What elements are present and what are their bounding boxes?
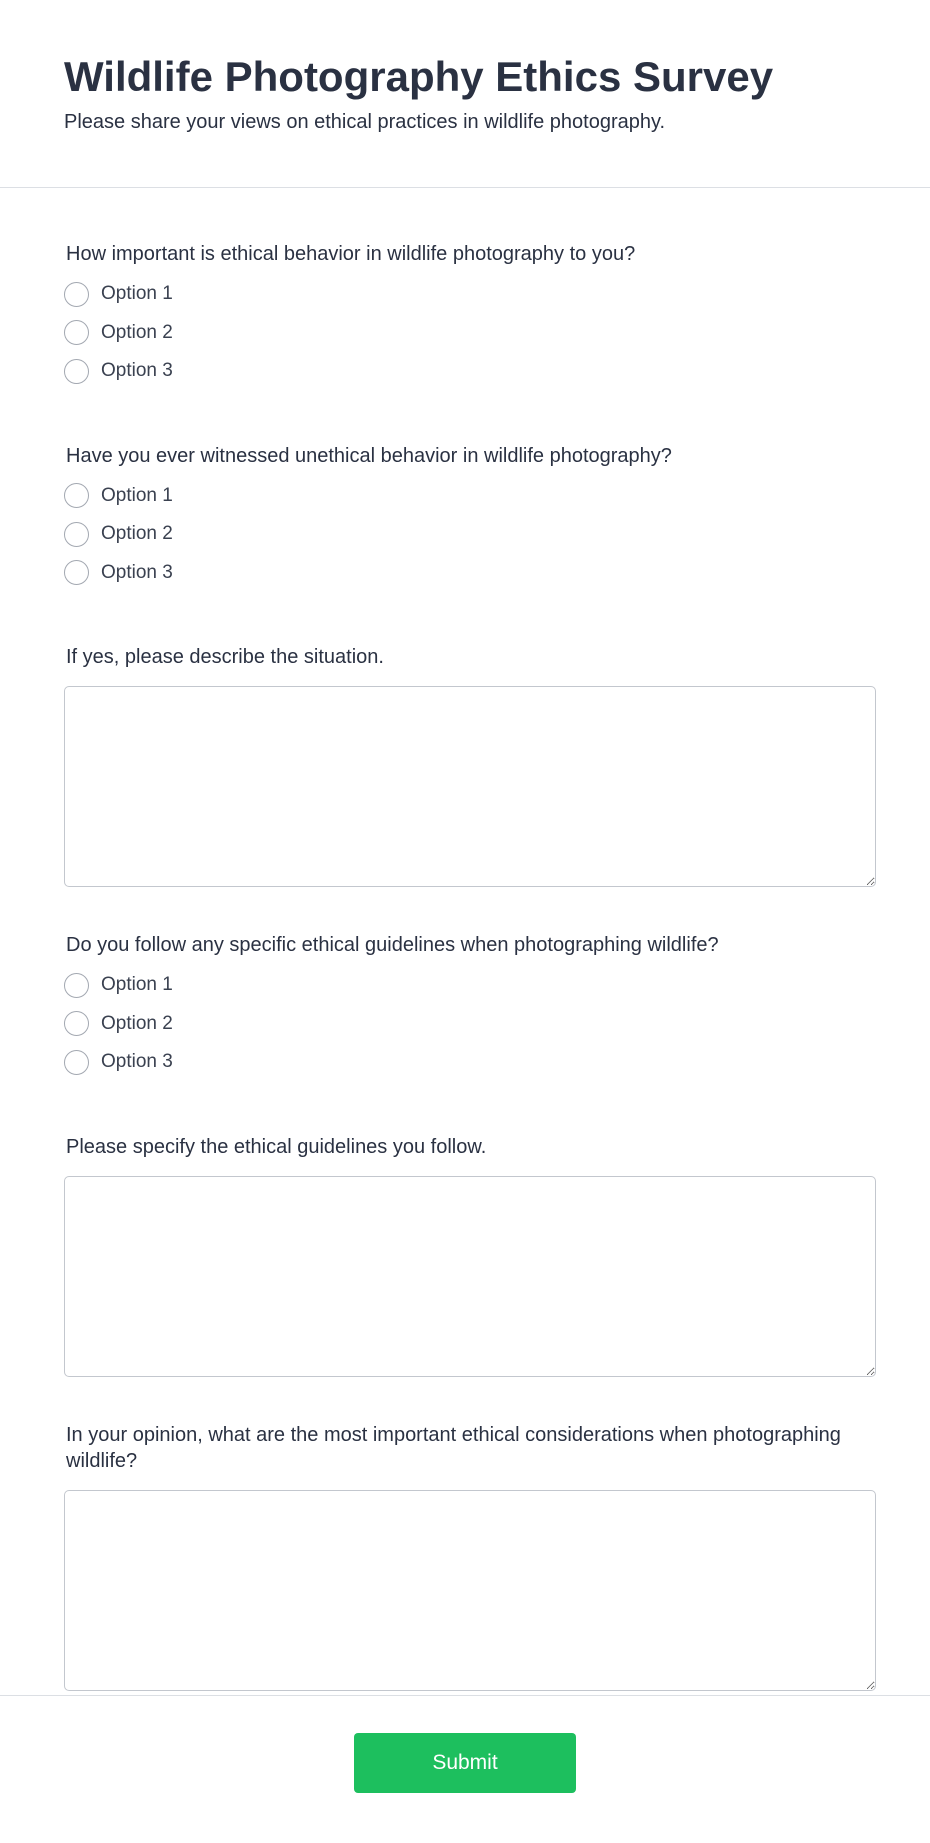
survey-form bbox=[0, 188, 930, 1696]
radio-option[interactable] bbox=[64, 554, 876, 593]
radio-button[interactable] bbox=[64, 973, 89, 998]
radio-button[interactable] bbox=[64, 1050, 89, 1075]
radio-option[interactable] bbox=[64, 966, 876, 1005]
page-subtitle: Please share your views on ethical practices in wildlife photography. bbox=[64, 111, 666, 133]
question-label: If yes, please describe the situation. bbox=[66, 646, 384, 668]
radio-option[interactable] bbox=[64, 275, 876, 314]
question-describe-situation bbox=[64, 644, 876, 887]
radio-option-label: Option 3 bbox=[101, 360, 173, 382]
question-witnessed-unethical bbox=[64, 443, 876, 593]
radio-option[interactable] bbox=[64, 314, 876, 353]
question-label: Please specify the ethical guidelines you follow. bbox=[66, 1135, 487, 1158]
radio-button[interactable] bbox=[64, 320, 89, 345]
radio-option-label: Option 3 bbox=[101, 1051, 173, 1073]
question-specify-guidelines bbox=[64, 1134, 876, 1377]
radio-group bbox=[64, 966, 876, 1082]
question-follow-guidelines bbox=[64, 932, 876, 1082]
radio-option-label: Option 1 bbox=[101, 484, 173, 506]
radio-option-label: Option 1 bbox=[101, 283, 173, 305]
situation-textarea[interactable] bbox=[64, 686, 876, 887]
form-footer bbox=[0, 1696, 930, 1842]
radio-option-label: Option 1 bbox=[101, 974, 173, 996]
radio-option[interactable] bbox=[64, 515, 876, 554]
radio-group bbox=[64, 477, 876, 593]
submit-button[interactable]: Submit bbox=[354, 1733, 576, 1793]
question-label: In your opinion, what are the most important ethical considerations when photographing wildlife? bbox=[66, 1423, 841, 1472]
radio-option-label: Option 2 bbox=[101, 1012, 173, 1034]
radio-option[interactable] bbox=[64, 1005, 876, 1044]
question-label: Have you ever witnessed unethical behavior in wildlife photography? bbox=[66, 444, 672, 467]
radio-button[interactable] bbox=[64, 1011, 89, 1036]
radio-option-label: Option 2 bbox=[101, 321, 173, 343]
question-important-considerations bbox=[64, 1422, 876, 1691]
radio-button[interactable] bbox=[64, 522, 89, 547]
considerations-textarea[interactable] bbox=[64, 1490, 876, 1691]
radio-option[interactable] bbox=[64, 1043, 876, 1082]
radio-button[interactable] bbox=[64, 282, 89, 307]
radio-button[interactable] bbox=[64, 359, 89, 384]
radio-option[interactable] bbox=[64, 352, 876, 391]
radio-group bbox=[64, 275, 876, 391]
survey-header bbox=[0, 0, 930, 188]
page-title: Wildlife Photography Ethics Survey bbox=[64, 53, 774, 100]
radio-option[interactable] bbox=[64, 477, 876, 516]
question-ethics-importance bbox=[64, 241, 876, 391]
question-label: Do you follow any specific ethical guidelines when photographing wildlife? bbox=[66, 934, 719, 956]
radio-button[interactable] bbox=[64, 483, 89, 508]
radio-button[interactable] bbox=[64, 560, 89, 585]
radio-option-label: Option 2 bbox=[101, 523, 173, 545]
radio-option-label: Option 3 bbox=[101, 561, 173, 583]
guidelines-textarea[interactable] bbox=[64, 1176, 876, 1377]
question-label: How important is ethical behavior in wildlife photography to you? bbox=[66, 243, 636, 265]
